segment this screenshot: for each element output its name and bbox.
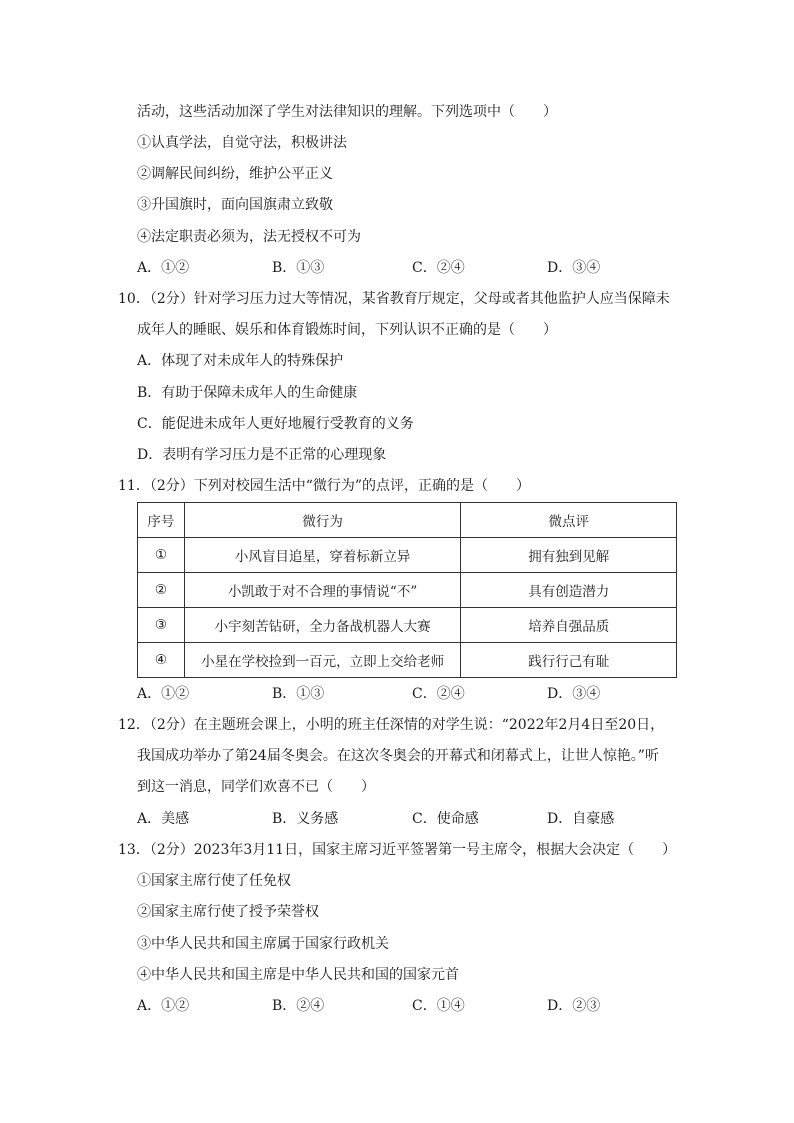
table-header-index: 序号 (138, 503, 185, 538)
q13-stem: 13．（2分）2023年3月11日，国家主席习近平签署第一号主席令，根据大会决定（ ） (118, 842, 677, 858)
q13-item-2: ②国家主席行使了授予荣誉权 (137, 904, 319, 920)
table-cell-behavior: 小凯敢于对不合理的事情说“不” (184, 573, 461, 608)
q11-option-c[interactable]: C．②④ (412, 686, 465, 702)
table-cell-comment: 践行行己有耻 (461, 643, 677, 678)
q9-option-c[interactable]: C．②④ (412, 260, 465, 276)
table-cell-comment: 培养自强品质 (461, 608, 677, 643)
table-header-row (138, 503, 677, 538)
q10-option-a[interactable]: A．体现了对未成年人的特殊保护 (137, 353, 344, 369)
q10-stem-line-1: 10．（2分）针对学习压力过大等情况，某省教育厅规定，父母或者其他监护人应当保障未 (118, 291, 670, 307)
table-row (138, 643, 677, 678)
q9-item-3: ③升国旗时，面向国旗肃立致敬 (137, 197, 333, 213)
table-header-behavior: 微行为 (184, 503, 461, 538)
q9-item-4: ④法定职责必须为，法无授权不可为 (137, 229, 361, 245)
q10-stem-line-2: 成年人的睡眠、娱乐和体育锻炼时间，下列认识不正确的是（ ） (137, 322, 557, 338)
q12-stem-line-1: 12．（2分）在主题班会课上，小明的班主任深情的对学生说：“2022年2月4日至20日， (118, 717, 665, 733)
table-cell-index: ① (138, 538, 185, 573)
q9-item-2: ②调解民间纠纷，维护公平正义 (137, 166, 333, 182)
q11-option-a[interactable]: A．①② (137, 686, 190, 702)
table-row (138, 538, 677, 573)
table-cell-behavior: 小风盲目追星，穿着标新立异 (184, 538, 461, 573)
q13-option-d[interactable]: D．②③ (547, 998, 601, 1014)
q9-option-d[interactable]: D．③④ (547, 260, 601, 276)
q11-option-b[interactable]: B．①③ (272, 686, 325, 702)
table-cell-behavior: 小宇刻苦钻研，全力备战机器人大赛 (184, 608, 461, 643)
q13-option-a[interactable]: A．①② (137, 998, 190, 1014)
table-cell-index: ② (138, 573, 185, 608)
q11-option-d[interactable]: D．③④ (547, 686, 601, 702)
q10-option-b[interactable]: B．有助于保障未成年人的生命健康 (137, 385, 358, 401)
q9-option-a[interactable]: A．①② (137, 260, 190, 276)
q9-option-b[interactable]: B．①③ (272, 260, 325, 276)
q13-item-1: ①国家主席行使了任免权 (137, 873, 291, 889)
q12-option-c[interactable]: C．使命感 (412, 811, 479, 827)
q12-stem-line-2: 我国成功举办了第24届冬奥会。在这次冬奥会的开幕式和闭幕式上，让世人惊艳。”听 (137, 748, 659, 764)
q12-stem-line-3: 到这一消息，同学们欢喜不已（ ） (137, 779, 375, 795)
q10-option-c[interactable]: C．能促进未成年人更好地履行受教育的义务 (137, 416, 414, 432)
q9-item-1: ①认真学法，自觉守法，积极讲法 (137, 135, 347, 151)
table-header-comment: 微点评 (461, 503, 677, 538)
table-cell-comment: 具有创造潜力 (461, 573, 677, 608)
q13-item-3: ③中华人民共和国主席属于国家行政机关 (137, 936, 389, 952)
table-cell-behavior: 小星在学校捡到一百元，立即上交给老师 (184, 643, 461, 678)
q12-option-b[interactable]: B．义务感 (272, 811, 339, 827)
q12-option-a[interactable]: A．美感 (137, 811, 190, 827)
table-cell-index: ④ (138, 643, 185, 678)
q10-option-d[interactable]: D．表明有学习压力是不正常的心理现象 (137, 447, 387, 463)
q11-stem: 11．（2分）下列对校园生活中“微行为”的点评，正确的是（ ） (118, 478, 531, 494)
q9-stem: 活动，这些活动加深了学生对法律知识的理解。下列选项中（ ） (137, 104, 557, 120)
table-row (138, 608, 677, 643)
table-row (138, 573, 677, 608)
q13-item-4: ④中华人民共和国主席是中华人民共和国的国家元首 (137, 967, 459, 983)
q11-table (137, 502, 677, 678)
q13-option-b[interactable]: B．②④ (272, 998, 325, 1014)
q12-option-d[interactable]: D．自豪感 (547, 811, 615, 827)
table-cell-index: ③ (138, 608, 185, 643)
q13-option-c[interactable]: C．①④ (412, 998, 465, 1014)
table-cell-comment: 拥有独到见解 (461, 538, 677, 573)
